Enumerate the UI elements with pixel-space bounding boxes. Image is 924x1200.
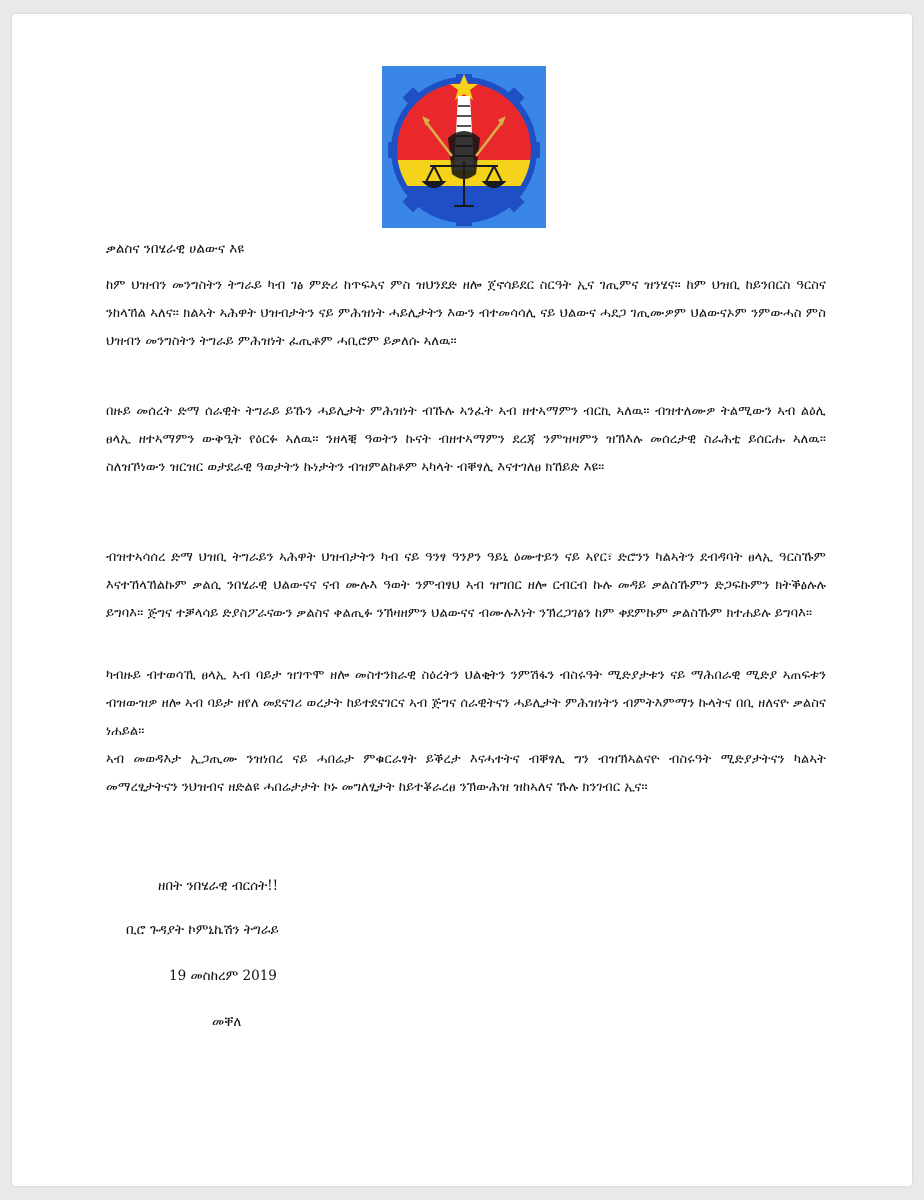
issuing-office: ቢሮ ጉዳያት ኮምኒኬሽን ትግራይ	[126, 922, 279, 938]
closing-slogan: ዘበት ንበሄራዊ ብርሰት!!	[158, 878, 279, 894]
paragraph-3: ብዝተኣሳሰረ ድማ ህዝቢ ትግራይን ኣሕዋት ህዝብታትን ካብ ናይ ዓንፃ ዓንፆን ዓይኒ ዕሙተይን ናይ ኣየር፣ ድሮንን ካልኣትን ደብዳባት ፀላኢ ዓርስኹም እናተኸላኸልኩም ቃልሲ ንበሄራዊ ህልውናና ናብ ሙሉእ ዓወት ንምብፃህ ኣብ ዝግበር ዘሎ ርብርብ ኩሉ መዳይ ቃልስኹምን ድጋፍኩምን ክትቕፅሉሉ ይግባእ። ጅግና ተቓላሳይ ድያስፖራናውን ቃልስና ቀልጢፉ ንኽዛዘምን ህልውናና ብሙሉእነት ንኽረጋገፅን ከም ቀደምኩም ቃልስኹም ክተሐይሉ ይግባእ።	[106, 550, 826, 621]
tigray-emblem-icon	[382, 66, 546, 228]
paragraph-4: ካብዙይ ብተወሳኺ ፀላኢ ኣብ ባይታ ዝገጥሞ ዘሎ መስተንክራዊ ስዕረትን ህልቂትን ንምሽፋን ብስሩዓት ሚድያታቱን ናይ ማሕበራዊ ሚድያ ኣጠፍቱን ብዝውዝዎ ዘሎ ኣብ ባይታ ዘየለ መደናገሪ ወረታት ከይተደናገርና ኣብ ጅግና ሰራዊትናን ሓይሊታት ምሕዝነትን ብምትእምማን ኩላትና በቢ ዘለናዮ ቃልስና ነሐይል።	[106, 668, 826, 739]
letter-date: 19 መስከረም 2019	[169, 968, 277, 984]
letter-heading: ቃልስና ንበሄራዊ ሀልውና እዩ	[106, 241, 245, 257]
paragraph-2: በዙይ መሰረት ድማ ሰራዊት ትግራይ ይኹን ሓይሊታት ምሕዝነት ብኹሉ ኣንፈት ኣብ ዘተኣማምን ብርኪ ኣለዉ። ብዝተለሙዎ ትልሚውን ኣብ ልዕሊ ፀላኢ ዘተኣማምን ውቅዒት የዕርፉ ኣለዉ። ንዘላቒ ዓወትን ኩናት ብዘተኣማምን ደረጃ ንምዝዛምን ዝኽእሉ መሰረታዊ ስራሕቲ ይሰርሑ ኣለዉ። ስለዝኾነውን ዝርዝር ወታደራዊ ዓወታትን ኩነታትን ብዝምልከቶም ኣካላት ብቐፃሊ እናተገለፀ ክኸይድ እዩ።	[106, 404, 826, 475]
document-page	[12, 14, 912, 1186]
paragraph-1: ከም ህዝብን መንግስትን ትግራይ ካብ ገፅ ምድሪ ከጥፍኣና ምስ ዝህንደድ ዘሎ ጀኖሳይደር ስርዓት ኢና ገጢምና ዝንሄና። ከም ህዝቢ ከይንበርስ ዓርስና ንከላኸል ኣለና። ክልኣት ኣሕዋት ህዝብታትን ናይ ምሕዝነት ሓይሊታትን እውን ብተመሳሳሊ ናይ ህልውና ሓደጋ ገጢሙዎም ህልውናኦም ንምውሓስ ምስ ህዝብን መንግስትን ትግራይ ምሕዝነት ፈጢቶም ሓቢሮም ይቃለሱ ኣለዉ።	[106, 278, 826, 349]
emblem-logo	[382, 66, 546, 228]
paragraph-5: ኣብ መወዳእታ ኢጋጢሙ ንዝነበረ ናይ ሓበሬታ ምቁርራፃት ይቕረታ እናሓተትና ብቐፃሊ ግን ብዝኽኣልናዮ ብስሩዓት ሚድያታትናን ካልኣት መማረፂታትናን ንህዝብና ዘድልዩ ሓበሬታታት ኮኑ መግለፂታት ከይተቖራረፀ ንኽውሕዝ ዝከኣለና ኹሉ ክንገብር ኢና።	[106, 752, 826, 795]
letter-place: መቐለ	[212, 1014, 242, 1030]
